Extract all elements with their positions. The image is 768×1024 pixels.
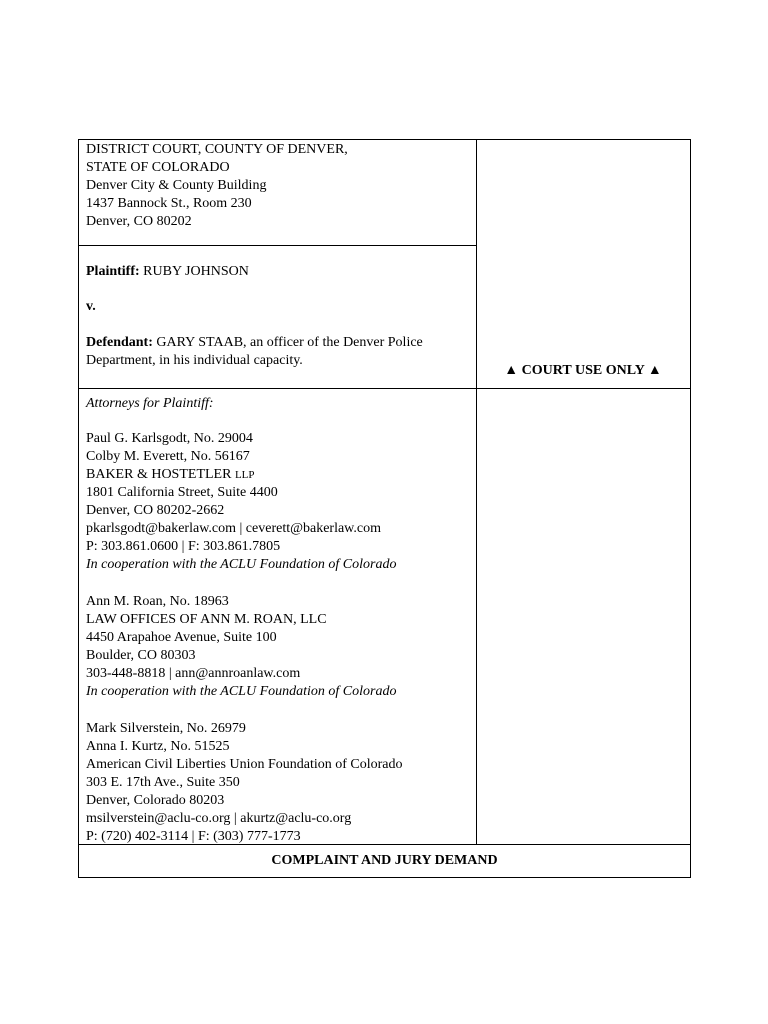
defendant-text-1: GARY STAAB, an officer of the Denver Police (152, 335, 423, 350)
attorney-karlsgodt: Paul G. Karlsgodt, No. 29004 (86, 431, 253, 446)
aclu-street: 303 E. 17th Ave., Suite 350 (86, 775, 240, 790)
up-triangle-icon: ▲ (504, 363, 519, 378)
aclu-phone: P: (720) 402-3114 | F: (303) 777-1773 (86, 829, 301, 844)
attorney-everett: Colby M. Everett, No. 56167 (86, 449, 250, 464)
court-name-line-2: STATE OF COLORADO (86, 160, 230, 175)
document-title-cell (79, 844, 690, 877)
firm-roan: LAW OFFICES OF ANN M. ROAN, LLC (86, 612, 327, 627)
cooperation-note-2: In cooperation with the ACLU Foundation of Colorado (86, 684, 397, 699)
aclu-emails: msilverstein@aclu-co.org | akurtz@aclu-co.org (86, 811, 352, 826)
court-address-city: Denver, CO 80202 (86, 214, 192, 229)
attorneys-heading: Attorneys for Plaintiff: (86, 396, 214, 411)
case-caption-table (78, 139, 691, 878)
plaintiff-line (86, 263, 423, 281)
firm-city: Denver, CO 80202-2662 (86, 503, 225, 518)
up-triangle-icon: ▲ (647, 363, 662, 378)
court-info-cell (79, 140, 477, 246)
firm-baker-hostetler (86, 466, 403, 484)
court-use-only-text: COURT USE ONLY (518, 363, 648, 378)
plaintiff-label: Plaintiff: (86, 264, 140, 279)
case-number-cell (476, 388, 690, 845)
attorney-roan: Ann M. Roan, No. 18963 (86, 594, 229, 609)
aclu-city: Denver, Colorado 80203 (86, 793, 225, 808)
firm-roan-city: Boulder, CO 80303 (86, 648, 196, 663)
plaintiff-name: RUBY JOHNSON (139, 264, 249, 279)
court-use-only-label (476, 362, 690, 380)
court-name-line-1: DISTRICT COURT, COUNTY OF DENVER, (86, 142, 348, 157)
cooperation-note-1: In cooperation with the ACLU Foundation of Colorado (86, 557, 397, 572)
versus-text: v. (86, 299, 96, 314)
document-title: COMPLAINT AND JURY DEMAND (271, 853, 498, 868)
firm-roan-street: 4450 Arapahoe Avenue, Suite 100 (86, 630, 277, 645)
defendant-text-2: Department, in his individual capacity. (86, 353, 303, 368)
firm-roan-contact: 303-448-8818 | ann@annroanlaw.com (86, 666, 301, 681)
defendant-label: Defendant: (86, 335, 153, 350)
parties-cell (79, 245, 477, 389)
aclu-foundation-name: American Civil Liberties Union Foundation of Colorado (86, 757, 403, 772)
court-use-only-cell (476, 140, 690, 389)
firm-phone: P: 303.861.0600 | F: 303.861.7805 (86, 539, 281, 554)
firm-name: BAKER & HOSTETLER (86, 467, 235, 482)
court-address-building: Denver City & County Building (86, 178, 267, 193)
firm-emails: pkarlsgodt@bakerlaw.com | ceverett@bakerlaw.com (86, 521, 381, 536)
defendant-line (86, 334, 423, 352)
court-address-street: 1437 Bannock St., Room 230 (86, 196, 252, 211)
attorney-silverstein: Mark Silverstein, No. 26979 (86, 721, 246, 736)
attorney-kurtz: Anna I. Kurtz, No. 51525 (86, 739, 230, 754)
firm-street: 1801 California Street, Suite 4400 (86, 485, 278, 500)
firm-suffix: LLP (234, 469, 255, 481)
attorneys-cell (79, 388, 477, 845)
